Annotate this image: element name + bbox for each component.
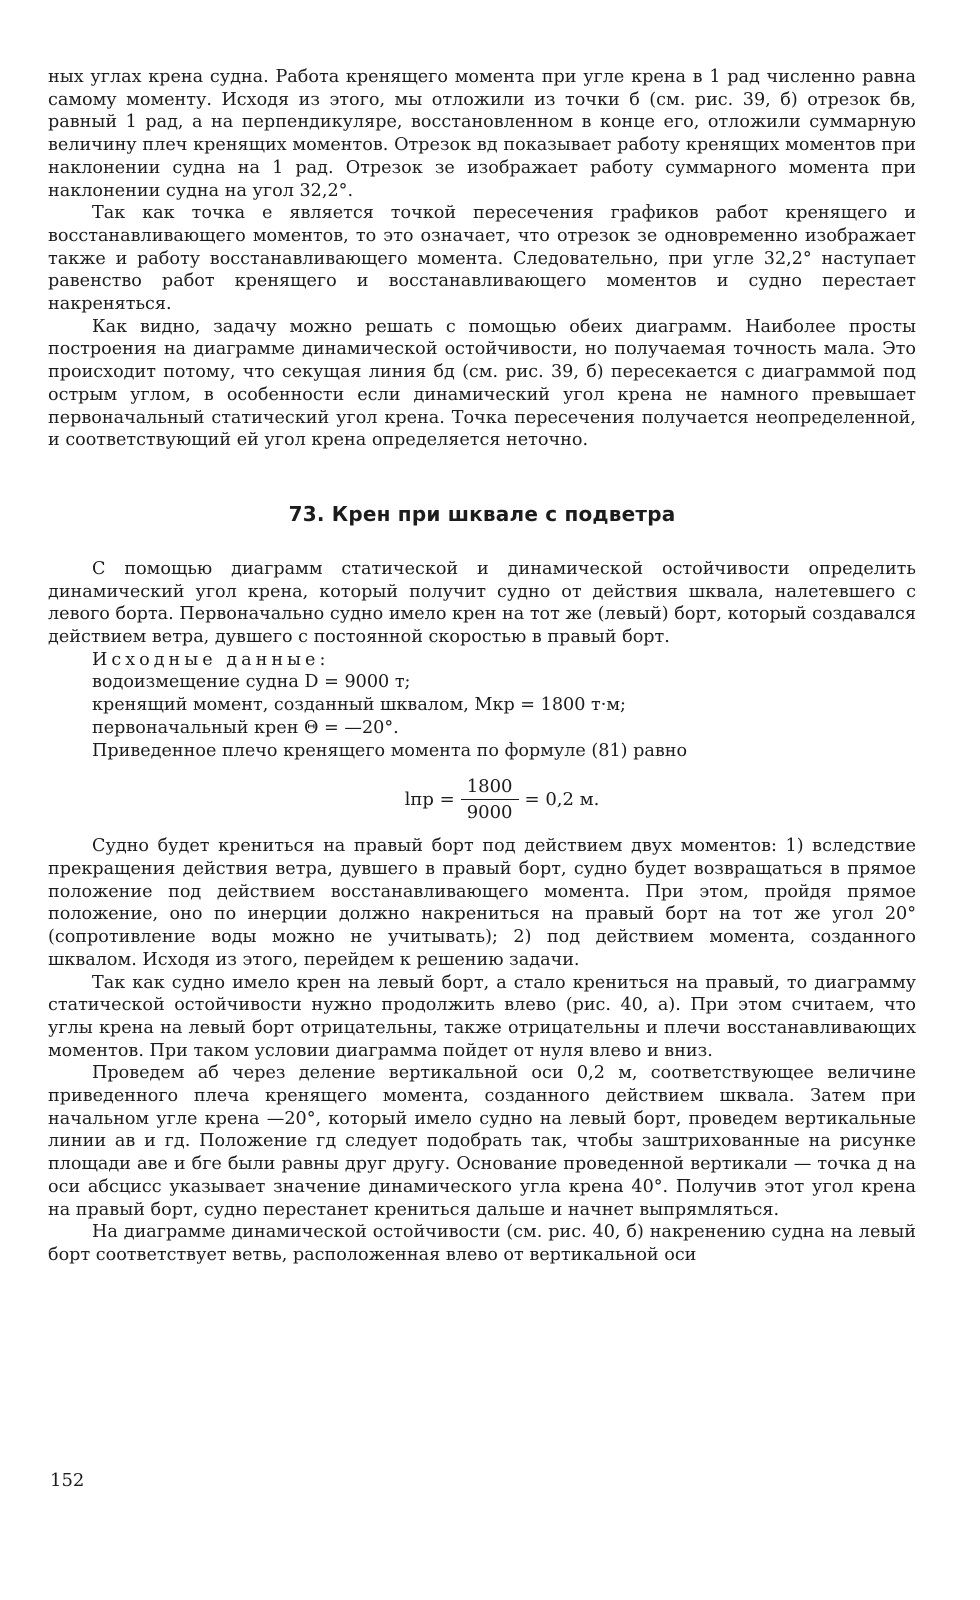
paragraph-continued: ных углах крена судна. Работа кренящего момента при угле крена в 1 рад численно равна самому моменту. Исходя из этого, мы отложили из точки б (см. рис. 39, б) отрезок бв, равный 1 рад, а на перпендикуляре, восстановленном в конце его, отложили суммарную величину плеч кренящих моментов. Отрезок вд показывает работу кренящих моментов при наклонении судна на 1 рад. Отрезок зе изображает работу суммарного момента при наклонении судна на угол 32,2°.: [48, 67, 916, 201]
formula-arm: [88, 776, 916, 823]
formula-lhs: lпр =: [404, 789, 455, 811]
given-item: водоизмещение судна D = 9000 т;: [92, 672, 411, 693]
formula-fraction: [461, 776, 519, 823]
section-body: [48, 558, 916, 1267]
paragraph: Так как точка е является точкой пересечения графиков работ кренящего и восстанавливающего моментов, то это означает, что отрезок зе одновременно изображает также и работу восстанавливающего момента. Следовательно, при угле 32,2° наступает равенство работ кренящего и восстанавливающего моментов и судно перестает накреняться.: [48, 203, 916, 315]
top-text-block: [48, 66, 916, 452]
section-heading: 73. Крен при шквале с подветра: [288, 501, 676, 526]
formula-denominator: 9000: [466, 802, 513, 824]
paragraph: Проведем аб через деление вертикальной оси 0,2 м, соответствующее величине приведенного плеча кренящего момента, созданного действием шквала. Затем при начальном угле крена —20°, который имело судно на левый борт, проведем вертикальные линии ав и гд. Положение гд следует подобрать так, чтобы заштрихованные на рисунке площади аве и бге были равны друг другу. Основание проведенной вертикали — точка д на оси абсцисс указывает значение динамического угла крена 40°. Получив этот угол крена на правый борт, судно перестанет крениться дальше и начнет выпрямляться.: [48, 1063, 916, 1220]
given-label: Исходные данные:: [92, 649, 330, 670]
formula-intro: Приведенное плечо кренящего момента по формуле (81) равно: [92, 740, 688, 761]
formula-numerator: 1800: [461, 776, 519, 800]
paragraph: Как видно, задачу можно решать с помощью обеих диаграмм. Наиболее просты построения на диаграмме динамической остойчивости, но получаемая точность мала. Это происходит потому, что секущая линия бд (см. рис. 39, б) пересекается с диаграммой под острым углом, в особенности если динамический угол крена не намного превышает первоначальный статический угол крена. Точка пересечения получается неопределенной, и соответствующий ей угол крена определяется неточно.: [48, 316, 916, 451]
given-item: первоначальный крен Θ = —20°.: [92, 717, 399, 738]
given-item: кренящий момент, созданный шквалом, Mкр = 1800 т·м;: [92, 695, 626, 716]
formula-rhs: = 0,2 м.: [524, 789, 600, 811]
page-number: 152: [50, 1470, 85, 1491]
paragraph: Судно будет крениться на правый борт под действием двух моментов: 1) вследствие прекращения действия ветра, дувшего в правый борт, судно будет возвращаться в прямое положение под действием восстанавливающего момента. При этом, пройдя прямое положение, оно по инерции должно накрениться на правый борт на тот же угол 20° (сопротивление воды можно не учитывать); 2) под действием момента, созданного шквалом. Исходя из этого, перейдем к решению задачи.: [48, 836, 916, 970]
paragraph: Так как судно имело крен на левый борт, а стало крениться на правый, то диаграмму статической остойчивости нужно продолжить влево (рис. 40, а). При этом считаем, что углы крена на левый борт отрицательны, также отрицательны и плечи восстанавливающих моментов. При таком условии диаграмма пойдет от нуля влево и вниз.: [48, 972, 916, 1061]
task-statement: С помощью диаграмм статической и динамической остойчивости определить динамический угол крена, который получит судно от действия шквала, налетевшего с левого борта. Первоначально судно имело крен на тот же (левый) борт, который создавался действием ветра, дувшего с постоянной скоростью в правый борт.: [48, 558, 916, 648]
paragraph: На диаграмме динамической остойчивости (см. рис. 40, б) накренению судна на левый борт соответствует ветвь, расположенная влево от вертикальной оси: [48, 1222, 916, 1265]
